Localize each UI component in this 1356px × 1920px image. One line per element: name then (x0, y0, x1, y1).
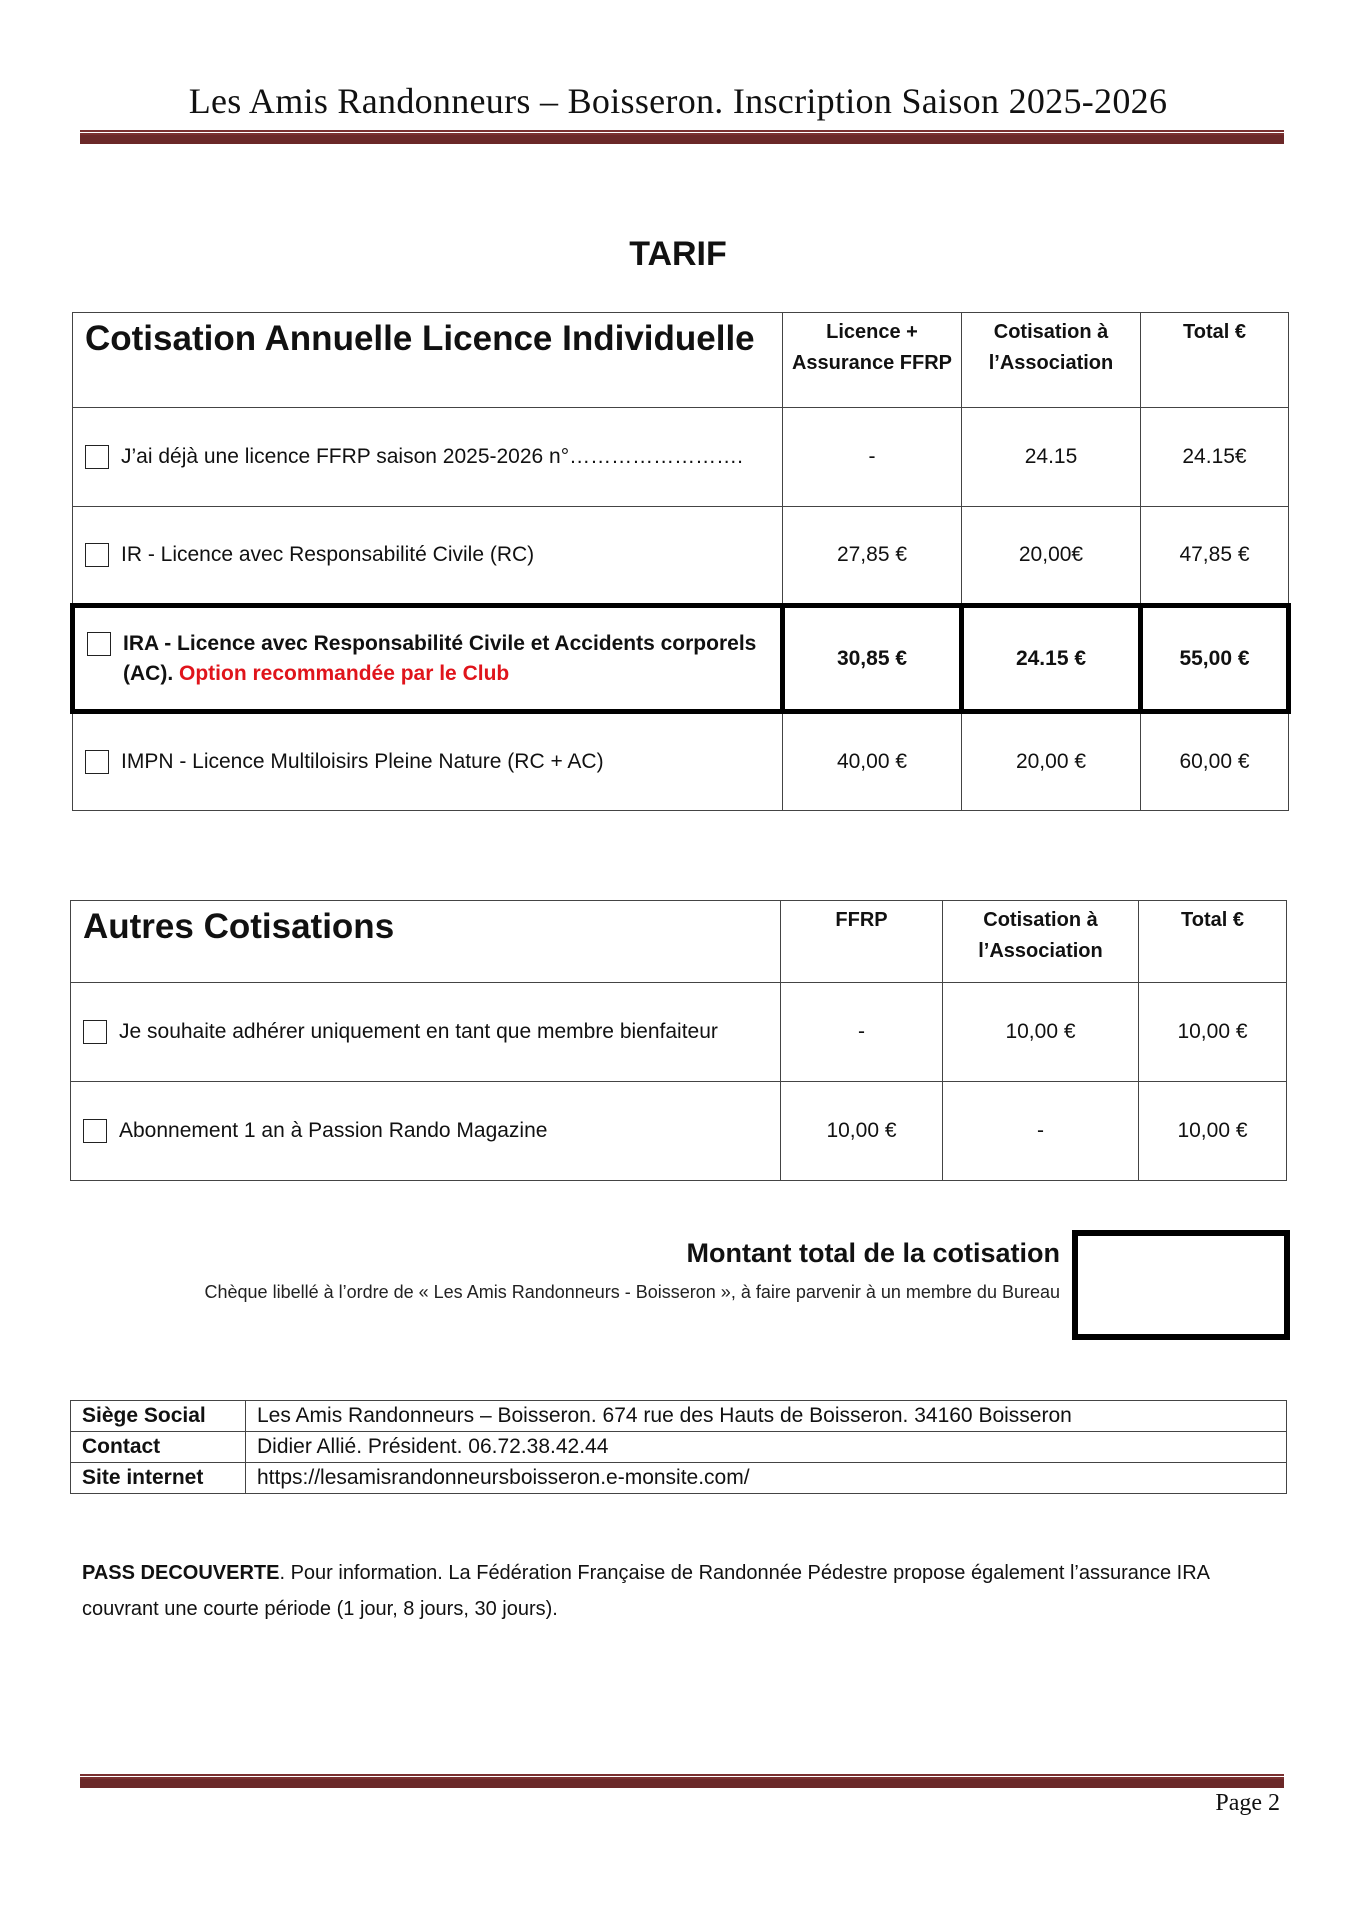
row-label: IRA - Licence avec Responsabilité Civile et Accidents corporels (AC). (123, 631, 757, 685)
table-row (73, 712, 1289, 811)
pass-text: . Pour information. La Fédération Française de Randonnée Pédestre propose également l’assurance IRA couvrant une courte période (1 jour, 8 jours, 30 jours). (82, 1562, 1209, 1620)
recommended-note: Option recommandée par le Club (179, 661, 510, 685)
cell-licence: 30,85 € (783, 606, 962, 712)
info-key: Siège Social (71, 1401, 246, 1432)
pass-title: PASS DECOUVERTE (82, 1562, 280, 1584)
cell-total: 10,00 € (1139, 1082, 1287, 1181)
col-header-total: Total € (1139, 901, 1287, 983)
pass-decouverte-paragraph (82, 1555, 1282, 1627)
info-row (71, 1401, 1287, 1432)
info-key: Site internet (71, 1463, 246, 1494)
table-row (71, 983, 1287, 1082)
info-table (70, 1400, 1287, 1494)
tarif-title: TARIF (629, 235, 727, 273)
table-row (73, 507, 1289, 606)
checkbox-membre-bienfaiteur[interactable] (83, 1020, 107, 1044)
cell-licence: 27,85 € (783, 507, 962, 606)
col-header-licence: Licence + Assurance FFRP (783, 313, 962, 408)
licence-table-header (73, 313, 1289, 408)
licence-table-heading: Cotisation Annuelle Licence Individuelle (73, 313, 783, 408)
col-header-cotisation: Cotisation à l’Association (943, 901, 1139, 983)
col-header-ffrp: FFRP (781, 901, 943, 983)
cell-cotisation: 24.15 € (962, 606, 1141, 712)
checkbox-impn[interactable] (85, 750, 109, 774)
cell-ffrp: - (781, 983, 943, 1082)
footer-divider (80, 1777, 1284, 1788)
cell-cotisation: 24.15 (962, 408, 1141, 507)
website-link[interactable]: https://lesamisrandonneursboisseron.e-monsite.com/ (246, 1463, 1287, 1494)
table-row-recommended (73, 606, 1289, 712)
info-row (71, 1463, 1287, 1494)
row-label: Abonnement 1 an à Passion Rando Magazine (119, 1119, 548, 1142)
cell-cotisation: 20,00 € (962, 712, 1141, 811)
cell-total: 47,85 € (1141, 507, 1289, 606)
licence-table (70, 312, 1291, 811)
row-label: J’ai déjà une licence FFRP saison 2025-2026 n°……………………. (121, 445, 743, 468)
cell-cotisation: 10,00 € (943, 983, 1139, 1082)
autres-table-header (71, 901, 1287, 983)
info-key: Contact (71, 1432, 246, 1463)
cell-total: 55,00 € (1141, 606, 1289, 712)
info-value: Didier Allié. Président. 06.72.38.42.44 (246, 1432, 1287, 1463)
cell-licence: 40,00 € (783, 712, 962, 811)
autres-table-heading: Autres Cotisations (71, 901, 781, 983)
autres-cotisations-table (70, 900, 1287, 1181)
col-header-total: Total € (1141, 313, 1289, 408)
cheque-note: Chèque libellé à l’ordre de « Les Amis Randonneurs - Boisseron », à faire parvenir à un membre du Bureau (204, 1282, 1060, 1302)
cell-total: 60,00 € (1141, 712, 1289, 811)
cell-cotisation: - (943, 1082, 1139, 1181)
table-row (73, 408, 1289, 507)
cell-ffrp: 10,00 € (781, 1082, 943, 1181)
checkbox-ir[interactable] (85, 543, 109, 567)
cell-licence: - (783, 408, 962, 507)
table-row (71, 1082, 1287, 1181)
row-label: IR - Licence avec Responsabilité Civile (RC) (121, 543, 535, 566)
row-label: Je souhaite adhérer uniquement en tant que membre bienfaiteur (119, 1020, 718, 1043)
checkbox-magazine[interactable] (83, 1119, 107, 1143)
header-divider (80, 133, 1284, 144)
col-header-cotisation: Cotisation à l’Association (962, 313, 1141, 408)
total-amount-field[interactable] (1072, 1230, 1290, 1340)
page-number: Page 2 (1215, 1790, 1280, 1816)
cell-total: 24.15€ (1141, 408, 1289, 507)
checkbox-existing-licence[interactable] (85, 445, 109, 469)
info-value: Les Amis Randonneurs – Boisseron. 674 rue des Hauts de Boisseron. 34160 Boisseron (246, 1401, 1287, 1432)
page-header-title: Les Amis Randonneurs – Boisseron. Inscription Saison 2025-2026 (188, 81, 1168, 121)
cell-cotisation: 20,00€ (962, 507, 1141, 606)
row-label: IMPN - Licence Multiloisirs Pleine Nature (RC + AC) (121, 750, 604, 773)
total-label: Montant total de la cotisation (686, 1238, 1060, 1268)
checkbox-ira[interactable] (87, 632, 111, 656)
info-row (71, 1432, 1287, 1463)
cell-total: 10,00 € (1139, 983, 1287, 1082)
